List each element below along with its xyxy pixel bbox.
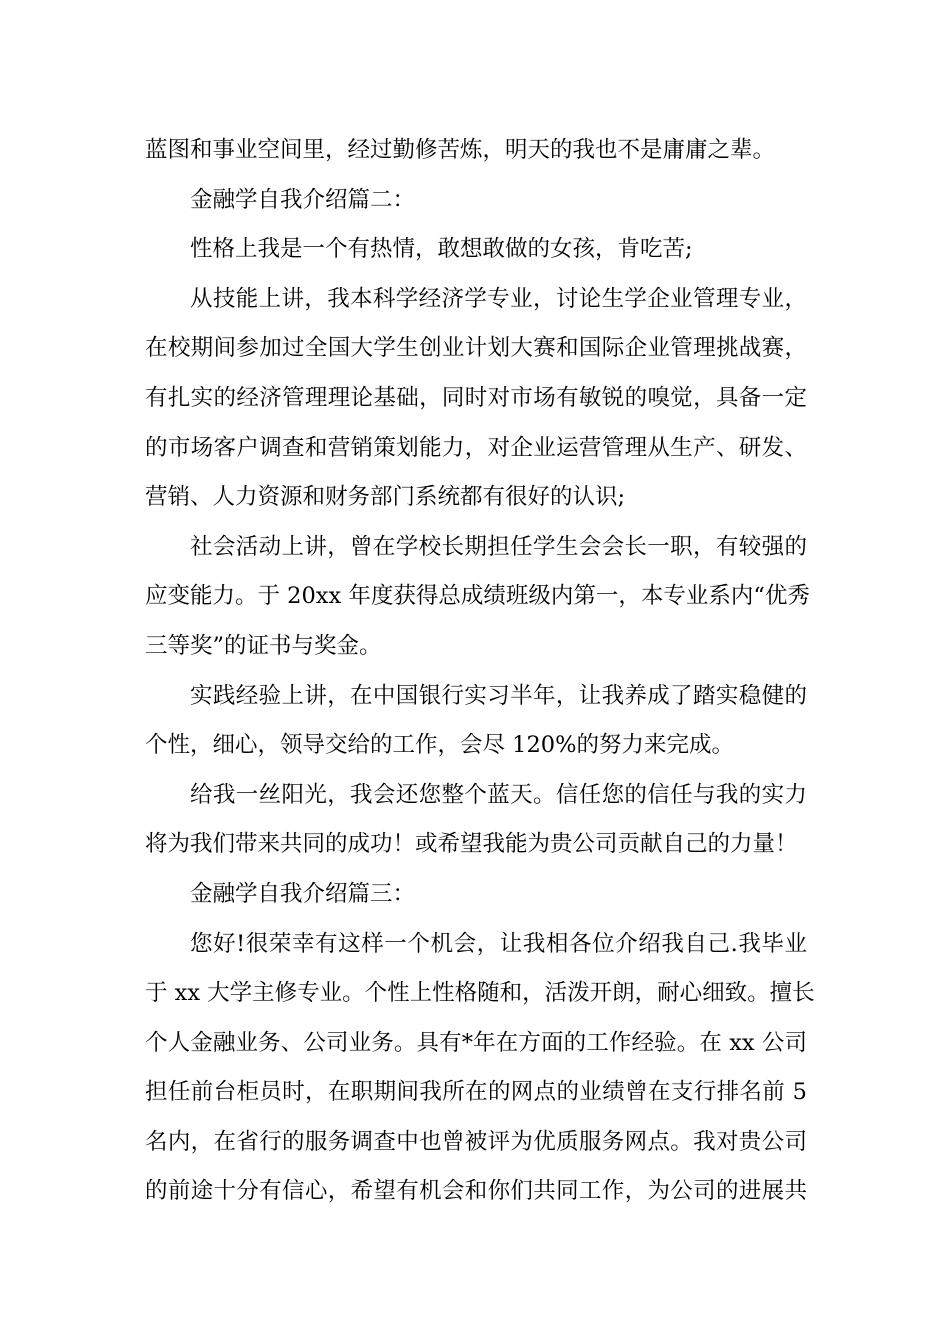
text-line: 性格上我是一个有热情，敢想敢做的女孩，肯吃苦;	[190, 236, 693, 263]
text-line: 名内，在省行的服务调查中也曾被评为优质服务网点。我对贵公司	[145, 1128, 807, 1155]
text-line: 从技能上讲，我本科学经济学专业，讨论生学企业管理专业，	[190, 285, 807, 312]
text-line: 在校期间参加过全国大学生创业计划大赛和国际企业管理挑战赛，	[145, 335, 807, 362]
text-line: 社会活动上讲，曾在学校长期担任学生会会长一职，有较强的	[190, 533, 807, 560]
text-line: 营销、人力资源和财务部门系统都有很好的认识;	[145, 484, 626, 511]
document-body	[145, 126, 815, 1217]
text-line: 蓝图和事业空间里，经过勤修苦炼，明天的我也不是庸庸之辈。	[145, 137, 776, 163]
text-line: 给我一丝阳光，我会还您整个蓝天。信任您的信任与我的实力	[190, 781, 807, 808]
text-line: 实践经验上讲，在中国银行实习半年，让我养成了踏实稳健的	[190, 682, 807, 709]
text-line: 于 xx 大学主修专业。个性上性格随和，活泼开朗，耐心细致。擅长	[145, 980, 815, 1007]
text-line: 三等奖”的证书与奖金。	[145, 632, 382, 659]
text-line: 有扎实的经济管理理论基础，同时对市场有敏锐的嗅觉，具备一定	[145, 384, 807, 411]
text-line: 担任前台柜员时，在职期间我所在的网点的业绩曾在支行排名前 5	[145, 1079, 807, 1106]
text-line: 您好!很荣幸有这样一个机会，让我相各位介绍我自己.我毕业	[190, 930, 807, 957]
text-line: 的市场客户调查和营销策划能力，对企业运营管理从生产、研发、	[145, 434, 807, 461]
text-line: 个性，细心，领导交给的工作，会尽 120%的努力来完成。	[145, 732, 734, 759]
text-line: 将为我们带来共同的成功！或希望我能为贵公司贡献自己的力量！	[145, 831, 798, 858]
text-line: 个人金融业务、公司业务。具有*年在方面的工作经验。在 xx 公司	[145, 1029, 807, 1056]
text-line: 的前途十分有信心，希望有机会和你们共同工作，为公司的进展共	[145, 1178, 807, 1205]
section-heading: 金融学自我介绍篇三：	[190, 880, 416, 907]
text-line: 应变能力。于 20xx 年度获得总成绩班级内第一，本专业系内“优秀	[145, 583, 810, 610]
section-heading: 金融学自我介绍篇二：	[190, 186, 416, 213]
